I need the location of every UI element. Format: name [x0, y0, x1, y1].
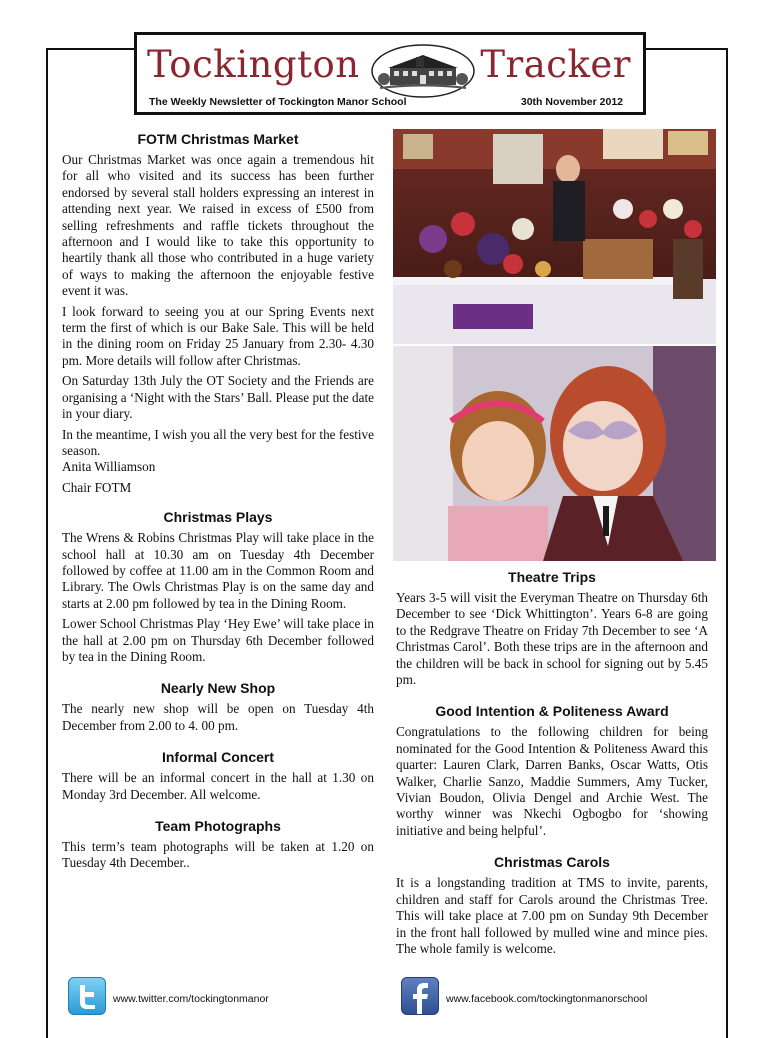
section-good-intention: [396, 702, 708, 839]
christmas-market-p2: I look forward to seeing you at our Spring Events next term the first of which is our Bake Sale. This will be held in the dining room on Friday 25 January from 2.30- 4.30 pm. More details will follow after Christmas.: [62, 303, 374, 368]
facebook-icon[interactable]: [401, 977, 439, 1015]
christmas-plays-p1: The Wrens & Robins Christmas Play will take place in the school hall at 10.30 am on Tuesday 4th December followed by coffee at 11.00 am in the Common Room and Library. The Owls Christmas Play is on the same day and starts at 2.00 pm followed by tea in the Dining Room.: [62, 530, 374, 611]
section-theatre-trips: [396, 568, 708, 688]
masthead-tagline: The Weekly Newsletter of Tockington Manor School: [149, 96, 407, 108]
heading-theatre-trips: Theatre Trips: [508, 569, 596, 585]
christmas-market-p3: On Saturday 13th July the OT Society and the Friends are organising a ‘Night with the Stars’ Ball. Please put the date in your diary.: [62, 373, 374, 422]
heading-nearly-new-shop: Nearly New Shop: [160, 680, 276, 697]
good-intention-p1: Congratulations to the following children for being nominated for the Good Intention & Politeness Award this quarter: Lauren Clark, Darren Banks, Oscar Watts, Otis Walker, Charlie Sanzo, Maddie Summers, Amy Tucker, Vivian Boudon, Olivia Dengel and Archie West. The worthy winner was Nkechi Ogbogbo for ‘showing initiative and being helpful’.: [396, 724, 708, 838]
team-photographs-p1: This term’s team photographs will be taken at 1.20 on Tuesday 4th December..: [62, 839, 374, 871]
section-team-photographs: [62, 817, 374, 872]
heading-christmas-carols: Christmas Carols: [494, 854, 610, 871]
christmas-plays-p2: Lower School Christmas Play ‘Hey Ewe’ will take place in the hall at 2.00 pm on Thursday 6th December followed by tea in the Dining Room.: [62, 616, 374, 664]
section-christmas-carols: [396, 853, 708, 957]
twitter-icon[interactable]: [68, 977, 106, 1015]
right-column: [396, 568, 708, 971]
section-christmas-market: [62, 130, 374, 496]
christmas-market-p4: In the meantime, I wish you all the very best for the festive season.: [62, 426, 374, 458]
theatre-trips-p1: Years 3-5 will visit the Everyman Theatre on Thursday 6th December to see ‘Dick Whittington’. Years 6-8 are going to the Redgrave Theatre on Friday 7th December to see ‘A Christmas Carol’. Both these trips are in the afternoon and the children will be back in school for signing out by 5.45 pm.: [396, 590, 708, 688]
signature-role: Chair FOTM: [62, 479, 132, 495]
christmas-market-p1: Our Christmas Market was once again a tremendous hit for all who visited and its success has been further endorsed by several stall holders expressing an interest in attending next year. We raised in excess of £500 from selling refreshments and raffle tickets throughout the afternoon and I would like to take this opportunity to heartily thank all those who contributed in a huge variety of ways to making the afternoon the enjoyable festive event it was.: [62, 152, 374, 299]
children-face-paint-photo: [393, 346, 716, 561]
masthead-title-left: Tockington: [147, 43, 360, 86]
section-christmas-plays: [62, 508, 374, 665]
informal-concert-p1: There will be an informal concert in the hall at 1.30 on Monday 3rd December. All welcome.: [62, 770, 374, 802]
christmas-market-photo: [393, 129, 716, 344]
facebook-link[interactable]: www.facebook.com/tockingtonmanorschool: [446, 993, 648, 1005]
left-column: [62, 130, 374, 886]
heading-christmas-market: FOTM Christmas Market: [137, 131, 299, 147]
masthead-date: 30th November 2012: [520, 96, 623, 108]
nearly-new-shop-p1: The nearly new shop will be open on Tuesday 4th December from 2.00 to 4. 00 pm.: [62, 701, 374, 733]
school-building-logo-icon: [370, 43, 476, 99]
masthead-title-right: Tracker: [480, 43, 631, 86]
heading-team-photographs: Team Photographs: [155, 818, 281, 834]
heading-informal-concert: Informal Concert: [161, 749, 274, 766]
section-informal-concert: [62, 748, 374, 803]
twitter-link[interactable]: www.twitter.com/tockingtonmanor: [113, 993, 269, 1005]
christmas-carols-p1: It is a longstanding tradition at TMS to invite, parents, children and staff for Carols around the Christmas Tree. This will take place at 7.00 pm on Sunday 9th December in the front hall followed by mulled wine and mince pies. The whole family is welcome.: [396, 875, 708, 956]
heading-christmas-plays: Christmas Plays: [163, 509, 273, 526]
heading-good-intention: Good Intention & Politeness Award: [435, 703, 669, 720]
masthead: [134, 32, 646, 115]
section-nearly-new-shop: [62, 679, 374, 734]
signature-name: Anita Williamson: [62, 459, 156, 475]
